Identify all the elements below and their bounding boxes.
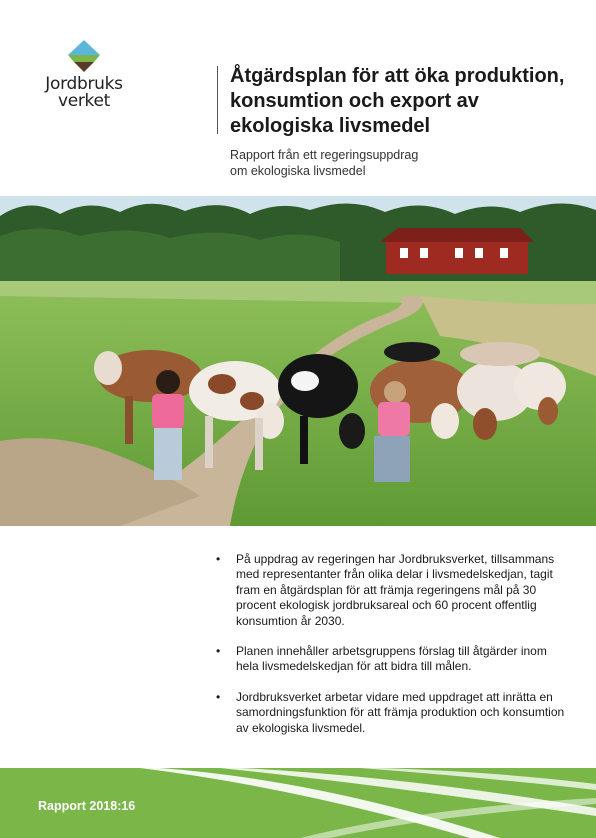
summary-bullets	[216, 552, 566, 751]
bullet-text: På uppdrag av regeringen har Jordbruksverket, tillsammans med representanter från olika delar i livsmedelskedjan, tagit fram en åtgärdsplan för att främja regeringens mål på 30 procent ekologisk jordbruksareal och 60 procent offentlig konsumtion år 2030.	[236, 552, 555, 628]
footer-band	[0, 768, 596, 838]
bullet-text: Jordbruksverket arbetar vidare med uppdraget att inrätta en samordningsfunktion för att främja produktion och konsumtion av ekologiska livsmedel.	[236, 689, 565, 735]
bullet-symbol: •	[216, 689, 221, 704]
bullet-item	[216, 690, 566, 736]
cover-photo	[0, 196, 596, 526]
report-number: Rapport 2018:16	[38, 799, 136, 813]
bullet-item	[216, 552, 566, 629]
bullet-item	[216, 644, 566, 675]
header-divider	[217, 66, 218, 134]
logo-line-2: verket	[57, 91, 111, 111]
cows-pasture-illustration	[0, 196, 596, 526]
subtitle-line-2: om ekologiska livsmedel	[230, 164, 366, 178]
logo-wordmark	[36, 76, 132, 110]
subtitle-line-1: Rapport från ett regeringsuppdrag	[230, 148, 419, 162]
report-subtitle	[230, 147, 550, 179]
report-title: Åtgärdsplan för att öka produktion, konsumtion och export av ekologiska livsmedel	[230, 65, 565, 137]
bullet-text: Planen innehåller arbetsgruppens förslag till åtgärder inom hela livsmedelskedjan för att bidra till målen.	[236, 644, 547, 674]
logo-line-1: Jordbruks	[45, 74, 123, 94]
logo-mark-icon	[64, 38, 104, 76]
bullet-symbol: •	[216, 644, 221, 659]
jordbruksverket-logo	[36, 38, 132, 118]
bullet-symbol: •	[216, 552, 221, 566]
